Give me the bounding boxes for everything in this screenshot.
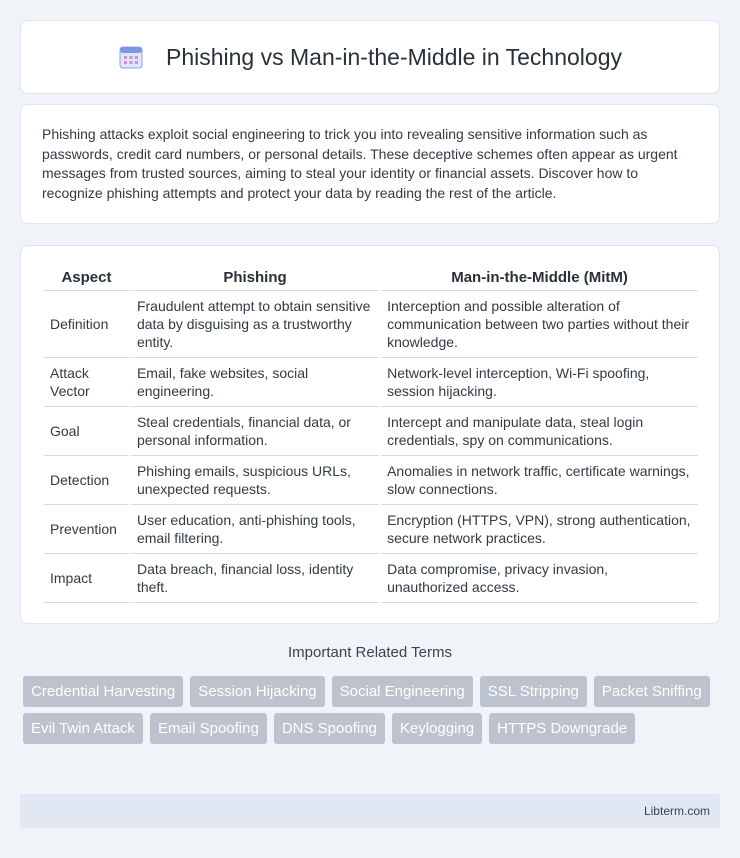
row-phishing: Steal credentials, financial data, or personal information. — [131, 407, 379, 456]
calendar-icon — [118, 44, 144, 70]
related-terms-heading: Important Related Terms — [288, 644, 452, 661]
row-mitm: Data compromise, privacy invasion, unauthorized access. — [381, 554, 698, 603]
tag-social-engineering[interactable]: Social Engineering — [332, 676, 473, 707]
table-row — [44, 407, 698, 456]
table-row — [44, 456, 698, 505]
tag-credential-harvesting[interactable]: Credential Harvesting — [23, 676, 183, 707]
row-mitm: Encryption (HTTPS, VPN), strong authentication, secure network practices. — [381, 505, 698, 554]
tag-packet-sniffing[interactable]: Packet Sniffing — [594, 676, 710, 707]
header-mitm: Man-in-the-Middle (MitM) — [381, 265, 698, 291]
tag-https-downgrade[interactable]: HTTPS Downgrade — [489, 713, 635, 744]
row-phishing: Phishing emails, suspicious URLs, unexpected requests. — [131, 456, 379, 505]
table-row — [44, 505, 698, 554]
comparison-table — [42, 265, 700, 603]
row-aspect: Goal — [44, 407, 129, 456]
row-aspect: Definition — [44, 291, 129, 358]
row-mitm: Anomalies in network traffic, certificate warnings, slow connections. — [381, 456, 698, 505]
footer — [20, 794, 720, 828]
row-phishing: User education, anti-phishing tools, email filtering. — [131, 505, 379, 554]
related-terms-list — [23, 676, 723, 750]
header-aspect: Aspect — [44, 265, 129, 291]
table-row — [44, 358, 698, 407]
row-mitm: Intercept and manipulate data, steal login credentials, spy on communications. — [381, 407, 698, 456]
tag-email-spoofing[interactable]: Email Spoofing — [150, 713, 267, 744]
row-phishing: Email, fake websites, social engineering. — [131, 358, 379, 407]
row-phishing: Data breach, financial loss, identity theft. — [131, 554, 379, 603]
header-phishing: Phishing — [131, 265, 379, 291]
footer-site-link[interactable]: Libterm.com — [643, 804, 710, 818]
row-mitm: Interception and possible alteration of communication between two parties without their knowledge. — [381, 291, 698, 358]
row-aspect: Detection — [44, 456, 129, 505]
table-header-row — [44, 265, 698, 291]
title-card — [20, 20, 720, 94]
comparison-card — [20, 245, 720, 624]
tag-keylogging[interactable]: Keylogging — [392, 713, 482, 744]
row-mitm: Network-level interception, Wi-Fi spoofing, session hijacking. — [381, 358, 698, 407]
row-aspect: Prevention — [44, 505, 129, 554]
tag-evil-twin-attack[interactable]: Evil Twin Attack — [23, 713, 143, 744]
row-aspect: Impact — [44, 554, 129, 603]
page-title: Phishing vs Man-in-the-Middle in Technology — [166, 43, 622, 70]
row-aspect: Attack Vector — [44, 358, 129, 407]
tag-ssl-stripping[interactable]: SSL Stripping — [480, 676, 587, 707]
intro-card — [20, 104, 720, 224]
tag-dns-spoofing[interactable]: DNS Spoofing — [274, 713, 385, 744]
tag-session-hijacking[interactable]: Session Hijacking — [190, 676, 324, 707]
row-phishing: Fraudulent attempt to obtain sensitive data by disguising as a trustworthy entity. — [131, 291, 379, 358]
intro-text: Phishing attacks exploit social engineering to trick you into revealing sensitive information such as passwords, credit card numbers, or personal details. These deceptive schemes often appear as urgent messages from trusted sources, aiming to steal your identity or financial assets. Discover how to recognize phishing attempts and protect your data by reading the rest of the article. — [42, 126, 678, 201]
table-row — [44, 291, 698, 358]
table-row — [44, 554, 698, 603]
